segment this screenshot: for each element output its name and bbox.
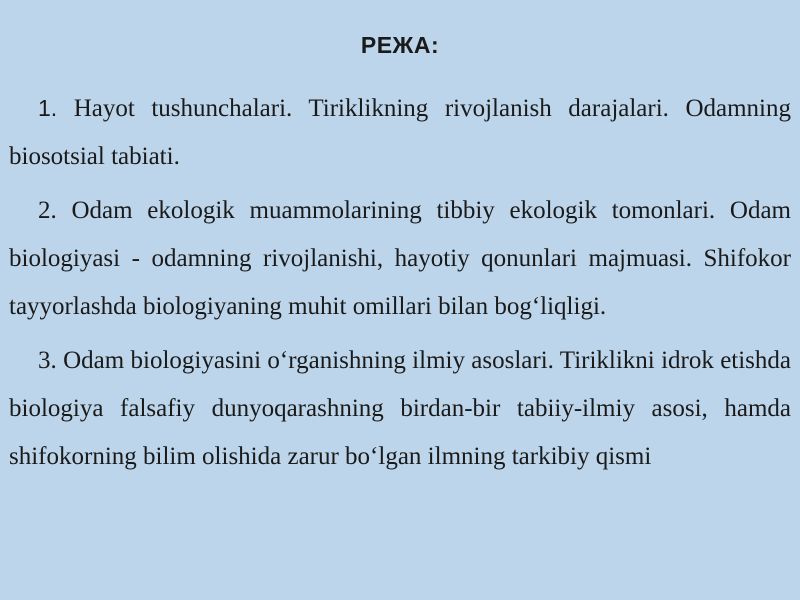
plan-item-text: Odam ekologik muammolarining tibbiy ekologik tomonlari. Odam biologiyasi - odamning rivojlanishi, hayotiy qonunlari majmuasi. Shifokor tayyorlashda biologiyaning muhit omillari bilan bog‘liqligi. [9,197,792,320]
plan-item-3 [9,337,791,481]
plan-item-number: 2. [38,197,57,224]
plan-item-1 [9,84,791,181]
plan-item-text: Hayot tushunchalari. Tiriklikning rivojlanish darajalari. Odamning biosotsial tabiati. [9,95,791,170]
plan-list [9,84,791,487]
plan-item-2 [9,187,791,331]
plan-item-number: 1. [38,95,58,121]
slide-title: РЕЖА: [360,32,440,58]
plan-item-number: 3. [38,347,57,374]
plan-item-text: Odam biologiyasini o‘rganishning ilmiy asoslari. Tiriklikni idrok etishda biologiya falsafiy dunyoqarashning birdan-bir tabiiy-ilmiy asosi, hamda shifokorning bilim olishida zarur bo‘lgan ilmning tarkibiy qismi [9,347,792,470]
